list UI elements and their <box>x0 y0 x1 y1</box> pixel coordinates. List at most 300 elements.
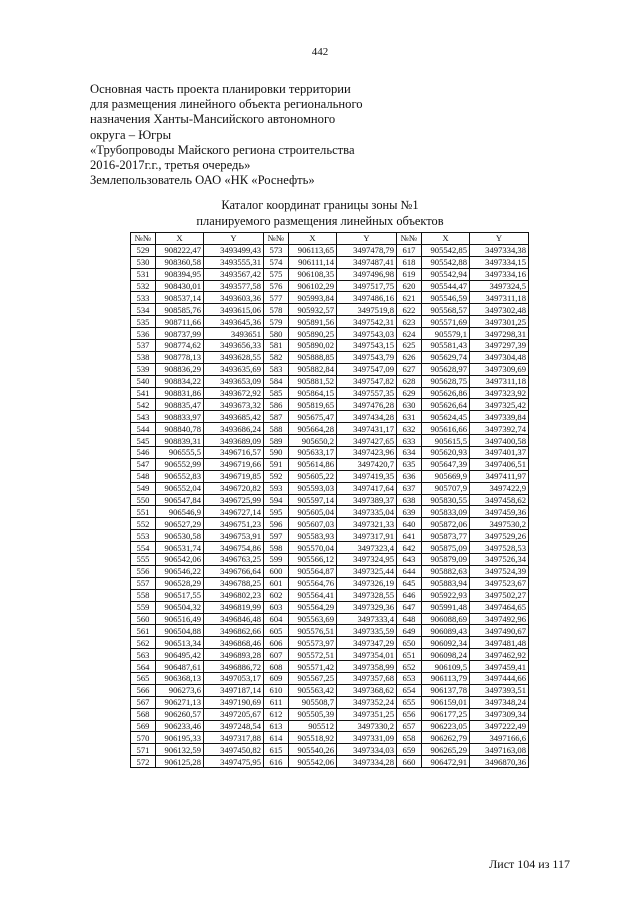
y-coordinate-cell: 3497462,92 <box>470 649 529 661</box>
y-coordinate-cell: 3497304,48 <box>470 351 529 363</box>
header-line: Основная часть проекта планировки территории <box>90 82 351 96</box>
column-header: №№ <box>264 233 289 245</box>
y-coordinate-cell: 3497528,53 <box>470 542 529 554</box>
y-coordinate-cell: 3497523,67 <box>470 577 529 589</box>
y-coordinate-cell: 3493567,42 <box>204 268 264 280</box>
y-coordinate-cell: 3497311,18 <box>470 375 529 387</box>
y-coordinate-cell: 3497519,8 <box>337 304 397 316</box>
point-number-cell: 619 <box>397 268 422 280</box>
point-number-cell: 636 <box>397 470 422 482</box>
y-coordinate-cell: 3493672,92 <box>204 387 264 399</box>
y-coordinate-cell: 3497542,31 <box>337 316 397 328</box>
header-line: 2016-2017г.г., третья очередь» <box>90 158 251 173</box>
y-coordinate-cell: 3497334,16 <box>470 268 529 280</box>
point-number-cell: 530 <box>131 256 156 268</box>
x-coordinate-cell: 905566,12 <box>289 554 337 566</box>
y-coordinate-cell: 3497358,99 <box>337 661 397 673</box>
x-coordinate-cell: 905597,14 <box>289 494 337 506</box>
y-coordinate-cell: 3497334,38 <box>470 244 529 256</box>
header-line: для размещения линейного объекта регионального <box>90 97 363 112</box>
x-coordinate-cell: 908840,78 <box>156 423 204 435</box>
x-coordinate-cell: 905993,84 <box>289 292 337 304</box>
y-coordinate-cell: 3497368,62 <box>337 684 397 696</box>
point-number-cell: 627 <box>397 363 422 375</box>
point-number-cell: 596 <box>264 518 289 530</box>
y-coordinate-cell: 3497434,28 <box>337 411 397 423</box>
column-header: Y <box>337 233 397 245</box>
y-coordinate-cell: 3497464,65 <box>470 601 529 613</box>
y-coordinate-cell: 3497517,75 <box>337 280 397 292</box>
point-number-cell: 649 <box>397 625 422 637</box>
point-number-cell: 632 <box>397 423 422 435</box>
y-coordinate-cell: 3493689,09 <box>204 435 264 447</box>
point-number-cell: 557 <box>131 577 156 589</box>
y-coordinate-cell: 3497420,7 <box>337 458 397 470</box>
y-coordinate-cell: 3497529,26 <box>470 530 529 542</box>
y-coordinate-cell: 3497392,74 <box>470 423 529 435</box>
y-coordinate-cell: 3497475,95 <box>204 756 264 768</box>
x-coordinate-cell: 908836,29 <box>156 363 204 375</box>
x-coordinate-cell: 908585,76 <box>156 304 204 316</box>
x-coordinate-cell: 906098,24 <box>422 649 470 661</box>
table-row <box>131 613 529 625</box>
x-coordinate-cell: 906555,5 <box>156 447 204 459</box>
y-coordinate-cell: 3497393,51 <box>470 684 529 696</box>
y-coordinate-cell: 3496870,36 <box>470 756 529 768</box>
x-coordinate-cell: 906132,59 <box>156 744 204 756</box>
point-number-cell: 539 <box>131 363 156 375</box>
y-coordinate-cell: 3497187,14 <box>204 684 264 696</box>
y-coordinate-cell: 3496862,66 <box>204 625 264 637</box>
x-coordinate-cell: 908834,22 <box>156 375 204 387</box>
y-coordinate-cell: 3497502,27 <box>470 589 529 601</box>
x-coordinate-cell: 905633,17 <box>289 447 337 459</box>
column-header: №№ <box>131 233 156 245</box>
y-coordinate-cell: 3493685,42 <box>204 411 264 423</box>
y-coordinate-cell: 3493653,09 <box>204 375 264 387</box>
x-coordinate-cell: 906504,32 <box>156 601 204 613</box>
x-coordinate-cell: 908833,97 <box>156 411 204 423</box>
x-coordinate-cell: 906495,42 <box>156 649 204 661</box>
table-row <box>131 482 529 494</box>
y-coordinate-cell: 3493656,33 <box>204 340 264 352</box>
y-coordinate-cell: 3497401,37 <box>470 447 529 459</box>
point-number-cell: 581 <box>264 340 289 352</box>
x-coordinate-cell: 905583,93 <box>289 530 337 542</box>
y-coordinate-cell: 3497431,17 <box>337 423 397 435</box>
point-number-cell: 550 <box>131 494 156 506</box>
x-coordinate-cell: 906517,55 <box>156 589 204 601</box>
point-number-cell: 549 <box>131 482 156 494</box>
table-row <box>131 661 529 673</box>
table-row <box>131 637 529 649</box>
y-coordinate-cell: 3493603,36 <box>204 292 264 304</box>
y-coordinate-cell: 3496846,48 <box>204 613 264 625</box>
point-number-cell: 592 <box>264 470 289 482</box>
y-coordinate-cell: 3496766,64 <box>204 565 264 577</box>
y-coordinate-cell: 3497487,41 <box>337 256 397 268</box>
y-coordinate-cell: 3497335,04 <box>337 506 397 518</box>
table-row <box>131 328 529 340</box>
y-coordinate-cell: 3497324,95 <box>337 554 397 566</box>
table-row <box>131 340 529 352</box>
header-line: Землепользователь ОАО «НК «Роснефть» <box>90 173 315 188</box>
point-number-cell: 637 <box>397 482 422 494</box>
point-number-cell: 542 <box>131 399 156 411</box>
point-number-cell: 552 <box>131 518 156 530</box>
y-coordinate-cell: 3497492,96 <box>470 613 529 625</box>
y-coordinate-cell: 3497543,15 <box>337 340 397 352</box>
x-coordinate-cell: 906271,13 <box>156 696 204 708</box>
point-number-cell: 629 <box>397 387 422 399</box>
table-row <box>131 268 529 280</box>
x-coordinate-cell: 905620,93 <box>422 447 470 459</box>
point-number-cell: 555 <box>131 554 156 566</box>
y-coordinate-cell: 3497524,39 <box>470 565 529 577</box>
point-number-cell: 543 <box>131 411 156 423</box>
x-coordinate-cell: 906223,05 <box>422 720 470 732</box>
point-number-cell: 583 <box>264 363 289 375</box>
point-number-cell: 634 <box>397 447 422 459</box>
x-coordinate-cell: 908778,13 <box>156 351 204 363</box>
y-coordinate-cell: 3497190,69 <box>204 696 264 708</box>
y-coordinate-cell: 3493577,58 <box>204 280 264 292</box>
x-coordinate-cell: 905564,87 <box>289 565 337 577</box>
x-coordinate-cell: 905864,15 <box>289 387 337 399</box>
sheet-footer: Лист 104 из 117 <box>489 857 570 871</box>
point-number-cell: 589 <box>264 435 289 447</box>
y-coordinate-cell: 3496886,72 <box>204 661 264 673</box>
x-coordinate-cell: 906113,65 <box>289 244 337 256</box>
header-line: округа – Югры <box>90 127 172 142</box>
table-row <box>131 542 529 554</box>
y-coordinate-cell: 3497248,54 <box>204 720 264 732</box>
x-coordinate-cell: 906527,29 <box>156 518 204 530</box>
x-coordinate-cell: 908394,95 <box>156 268 204 280</box>
x-coordinate-cell: 905614,86 <box>289 458 337 470</box>
x-coordinate-cell: 906137,78 <box>422 684 470 696</box>
x-coordinate-cell: 906111,14 <box>289 256 337 268</box>
y-coordinate-cell: 3493645,36 <box>204 316 264 328</box>
y-coordinate-cell: 3497334,15 <box>470 256 529 268</box>
point-number-cell: 569 <box>131 720 156 732</box>
point-number-cell: 623 <box>397 316 422 328</box>
caption-line: Каталог координат границы зоны №1 <box>221 198 419 212</box>
point-number-cell: 624 <box>397 328 422 340</box>
y-coordinate-cell: 3496819,99 <box>204 601 264 613</box>
x-coordinate-cell: 905819,65 <box>289 399 337 411</box>
table-row <box>131 256 529 268</box>
x-coordinate-cell: 906159,01 <box>422 696 470 708</box>
y-coordinate-cell: 3496893,28 <box>204 649 264 661</box>
point-number-cell: 610 <box>264 684 289 696</box>
x-coordinate-cell: 908537,14 <box>156 292 204 304</box>
point-number-cell: 535 <box>131 316 156 328</box>
x-coordinate-cell: 905540,26 <box>289 744 337 756</box>
point-number-cell: 593 <box>264 482 289 494</box>
point-number-cell: 537 <box>131 340 156 352</box>
table-row <box>131 554 529 566</box>
x-coordinate-cell: 906265,29 <box>422 744 470 756</box>
y-coordinate-cell: 3497352,24 <box>337 696 397 708</box>
x-coordinate-cell: 906273,6 <box>156 684 204 696</box>
point-number-cell: 564 <box>131 661 156 673</box>
point-number-cell: 597 <box>264 530 289 542</box>
x-coordinate-cell: 906109,5 <box>422 661 470 673</box>
table-row <box>131 518 529 530</box>
point-number-cell: 559 <box>131 601 156 613</box>
x-coordinate-cell: 905564,41 <box>289 589 337 601</box>
point-number-cell: 635 <box>397 458 422 470</box>
point-number-cell: 609 <box>264 672 289 684</box>
y-coordinate-cell: 3497329,36 <box>337 601 397 613</box>
point-number-cell: 533 <box>131 292 156 304</box>
point-number-cell: 642 <box>397 542 422 554</box>
column-header: X <box>422 233 470 245</box>
point-number-cell: 615 <box>264 744 289 756</box>
x-coordinate-cell: 906260,57 <box>156 708 204 720</box>
table-row <box>131 720 529 732</box>
x-coordinate-cell: 905881,52 <box>289 375 337 387</box>
table-row <box>131 708 529 720</box>
y-coordinate-cell: 3497476,28 <box>337 399 397 411</box>
x-coordinate-cell: 905932,57 <box>289 304 337 316</box>
y-coordinate-cell: 3497422,9 <box>470 482 529 494</box>
point-number-cell: 594 <box>264 494 289 506</box>
y-coordinate-cell: 3496802,23 <box>204 589 264 601</box>
point-number-cell: 616 <box>264 756 289 768</box>
x-coordinate-cell: 906546,22 <box>156 565 204 577</box>
x-coordinate-cell: 905607,03 <box>289 518 337 530</box>
table-row <box>131 458 529 470</box>
point-number-cell: 653 <box>397 672 422 684</box>
column-header: №№ <box>397 233 422 245</box>
x-coordinate-cell: 905991,48 <box>422 601 470 613</box>
point-number-cell: 579 <box>264 316 289 328</box>
x-coordinate-cell: 905922,93 <box>422 589 470 601</box>
point-number-cell: 612 <box>264 708 289 720</box>
x-coordinate-cell: 906552,04 <box>156 482 204 494</box>
x-coordinate-cell: 905544,47 <box>422 280 470 292</box>
point-number-cell: 578 <box>264 304 289 316</box>
y-coordinate-cell: 3496725,99 <box>204 494 264 506</box>
table-row <box>131 601 529 613</box>
point-number-cell: 603 <box>264 601 289 613</box>
table-row <box>131 684 529 696</box>
point-number-cell: 532 <box>131 280 156 292</box>
point-number-cell: 561 <box>131 625 156 637</box>
table-row <box>131 363 529 375</box>
point-number-cell: 658 <box>397 732 422 744</box>
x-coordinate-cell: 906552,83 <box>156 470 204 482</box>
x-coordinate-cell: 906472,91 <box>422 756 470 768</box>
point-number-cell: 631 <box>397 411 422 423</box>
y-coordinate-cell: 3496751,23 <box>204 518 264 530</box>
x-coordinate-cell: 905542,94 <box>422 268 470 280</box>
x-coordinate-cell: 908831,86 <box>156 387 204 399</box>
x-coordinate-cell: 905563,42 <box>289 684 337 696</box>
x-coordinate-cell: 905872,06 <box>422 518 470 530</box>
y-coordinate-cell: 3496753,91 <box>204 530 264 542</box>
table-row <box>131 435 529 447</box>
x-coordinate-cell: 905563,69 <box>289 613 337 625</box>
column-header: Y <box>204 233 264 245</box>
x-coordinate-cell: 908430,01 <box>156 280 204 292</box>
x-coordinate-cell: 905542,06 <box>289 756 337 768</box>
point-number-cell: 656 <box>397 708 422 720</box>
y-coordinate-cell: 3497458,62 <box>470 494 529 506</box>
y-coordinate-cell: 3493555,31 <box>204 256 264 268</box>
x-coordinate-cell: 906177,25 <box>422 708 470 720</box>
point-number-cell: 558 <box>131 589 156 601</box>
point-number-cell: 540 <box>131 375 156 387</box>
y-coordinate-cell: 3497400,58 <box>470 435 529 447</box>
point-number-cell: 531 <box>131 268 156 280</box>
y-coordinate-cell: 3497557,35 <box>337 387 397 399</box>
point-number-cell: 613 <box>264 720 289 732</box>
x-coordinate-cell: 908835,47 <box>156 399 204 411</box>
y-coordinate-cell: 3497302,48 <box>470 304 529 316</box>
point-number-cell: 614 <box>264 732 289 744</box>
point-number-cell: 657 <box>397 720 422 732</box>
x-coordinate-cell: 905571,42 <box>289 661 337 673</box>
x-coordinate-cell: 905546,59 <box>422 292 470 304</box>
x-coordinate-cell: 905624,45 <box>422 411 470 423</box>
x-coordinate-cell: 905650,2 <box>289 435 337 447</box>
y-coordinate-cell: 3496727,14 <box>204 506 264 518</box>
point-number-cell: 556 <box>131 565 156 577</box>
x-coordinate-cell: 906089,43 <box>422 625 470 637</box>
y-coordinate-cell: 3493651 <box>204 328 264 340</box>
point-number-cell: 588 <box>264 423 289 435</box>
point-number-cell: 548 <box>131 470 156 482</box>
point-number-cell: 618 <box>397 256 422 268</box>
table-row <box>131 744 529 756</box>
point-number-cell: 601 <box>264 577 289 589</box>
header-line: «Трубопроводы Майского региона строительства <box>90 142 355 157</box>
x-coordinate-cell: 906528,29 <box>156 577 204 589</box>
point-number-cell: 577 <box>264 292 289 304</box>
y-coordinate-cell: 3497053,17 <box>204 672 264 684</box>
table-row <box>131 304 529 316</box>
x-coordinate-cell: 906088,69 <box>422 613 470 625</box>
y-coordinate-cell: 3497478,79 <box>337 244 397 256</box>
x-coordinate-cell: 905628,97 <box>422 363 470 375</box>
y-coordinate-cell: 3497321,33 <box>337 518 397 530</box>
y-coordinate-cell: 3493673,32 <box>204 399 264 411</box>
point-number-cell: 600 <box>264 565 289 577</box>
table-row <box>131 565 529 577</box>
y-coordinate-cell: 3497357,68 <box>337 672 397 684</box>
x-coordinate-cell: 905568,57 <box>422 304 470 316</box>
y-coordinate-cell: 3497481,48 <box>470 637 529 649</box>
column-header: X <box>289 233 337 245</box>
table-row <box>131 292 529 304</box>
x-coordinate-cell: 905628,75 <box>422 375 470 387</box>
x-coordinate-cell: 905830,55 <box>422 494 470 506</box>
y-coordinate-cell: 3497354,01 <box>337 649 397 661</box>
x-coordinate-cell: 906195,33 <box>156 732 204 744</box>
table-row <box>131 649 529 661</box>
point-number-cell: 538 <box>131 351 156 363</box>
y-coordinate-cell: 3497450,82 <box>204 744 264 756</box>
table-row <box>131 672 529 684</box>
table-row <box>131 375 529 387</box>
y-coordinate-cell: 3497417,64 <box>337 482 397 494</box>
y-coordinate-cell: 3497298,31 <box>470 328 529 340</box>
x-coordinate-cell: 905567,25 <box>289 672 337 684</box>
y-coordinate-cell: 3497530,2 <box>470 518 529 530</box>
y-coordinate-cell: 3497547,09 <box>337 363 397 375</box>
document-header <box>90 82 420 188</box>
x-coordinate-cell: 905605,04 <box>289 506 337 518</box>
x-coordinate-cell: 905629,74 <box>422 351 470 363</box>
point-number-cell: 647 <box>397 601 422 613</box>
x-coordinate-cell: 905616,66 <box>422 423 470 435</box>
y-coordinate-cell: 3493686,24 <box>204 423 264 435</box>
x-coordinate-cell: 908839,31 <box>156 435 204 447</box>
y-coordinate-cell: 3497411,97 <box>470 470 529 482</box>
table-row <box>131 351 529 363</box>
point-number-cell: 566 <box>131 684 156 696</box>
x-coordinate-cell: 905564,29 <box>289 601 337 613</box>
point-number-cell: 641 <box>397 530 422 542</box>
table-body <box>131 244 529 767</box>
x-coordinate-cell: 905873,77 <box>422 530 470 542</box>
x-coordinate-cell: 905576,51 <box>289 625 337 637</box>
column-header: Y <box>470 233 529 245</box>
x-coordinate-cell: 906516,49 <box>156 613 204 625</box>
y-coordinate-cell: 3497490,67 <box>470 625 529 637</box>
y-coordinate-cell: 3497326,19 <box>337 577 397 589</box>
point-number-cell: 587 <box>264 411 289 423</box>
x-coordinate-cell: 906262,79 <box>422 732 470 744</box>
y-coordinate-cell: 3497205,67 <box>204 708 264 720</box>
x-coordinate-cell: 908222,47 <box>156 244 204 256</box>
y-coordinate-cell: 3497406,51 <box>470 458 529 470</box>
x-coordinate-cell: 905647,39 <box>422 458 470 470</box>
x-coordinate-cell: 905882,84 <box>289 363 337 375</box>
point-number-cell: 545 <box>131 435 156 447</box>
point-number-cell: 554 <box>131 542 156 554</box>
point-number-cell: 639 <box>397 506 422 518</box>
x-coordinate-cell: 906552,99 <box>156 458 204 470</box>
point-number-cell: 575 <box>264 268 289 280</box>
y-coordinate-cell: 3497543,03 <box>337 328 397 340</box>
y-coordinate-cell: 3497348,24 <box>470 696 529 708</box>
x-coordinate-cell: 905664,28 <box>289 423 337 435</box>
x-coordinate-cell: 905883,94 <box>422 577 470 589</box>
y-coordinate-cell: 3496788,25 <box>204 577 264 589</box>
point-number-cell: 604 <box>264 613 289 625</box>
x-coordinate-cell: 905570,04 <box>289 542 337 554</box>
point-number-cell: 584 <box>264 375 289 387</box>
point-number-cell: 586 <box>264 399 289 411</box>
y-coordinate-cell: 3497297,39 <box>470 340 529 352</box>
x-coordinate-cell: 905615,5 <box>422 435 470 447</box>
y-coordinate-cell: 3497317,91 <box>337 530 397 542</box>
table-row <box>131 577 529 589</box>
point-number-cell: 638 <box>397 494 422 506</box>
x-coordinate-cell: 905875,09 <box>422 542 470 554</box>
y-coordinate-cell: 3497330,2 <box>337 720 397 732</box>
coordinates-table <box>130 232 529 768</box>
x-coordinate-cell: 905891,56 <box>289 316 337 328</box>
table-header-row <box>131 233 529 245</box>
x-coordinate-cell: 905581,43 <box>422 340 470 352</box>
y-coordinate-cell: 3497311,18 <box>470 292 529 304</box>
x-coordinate-cell: 908737,99 <box>156 328 204 340</box>
